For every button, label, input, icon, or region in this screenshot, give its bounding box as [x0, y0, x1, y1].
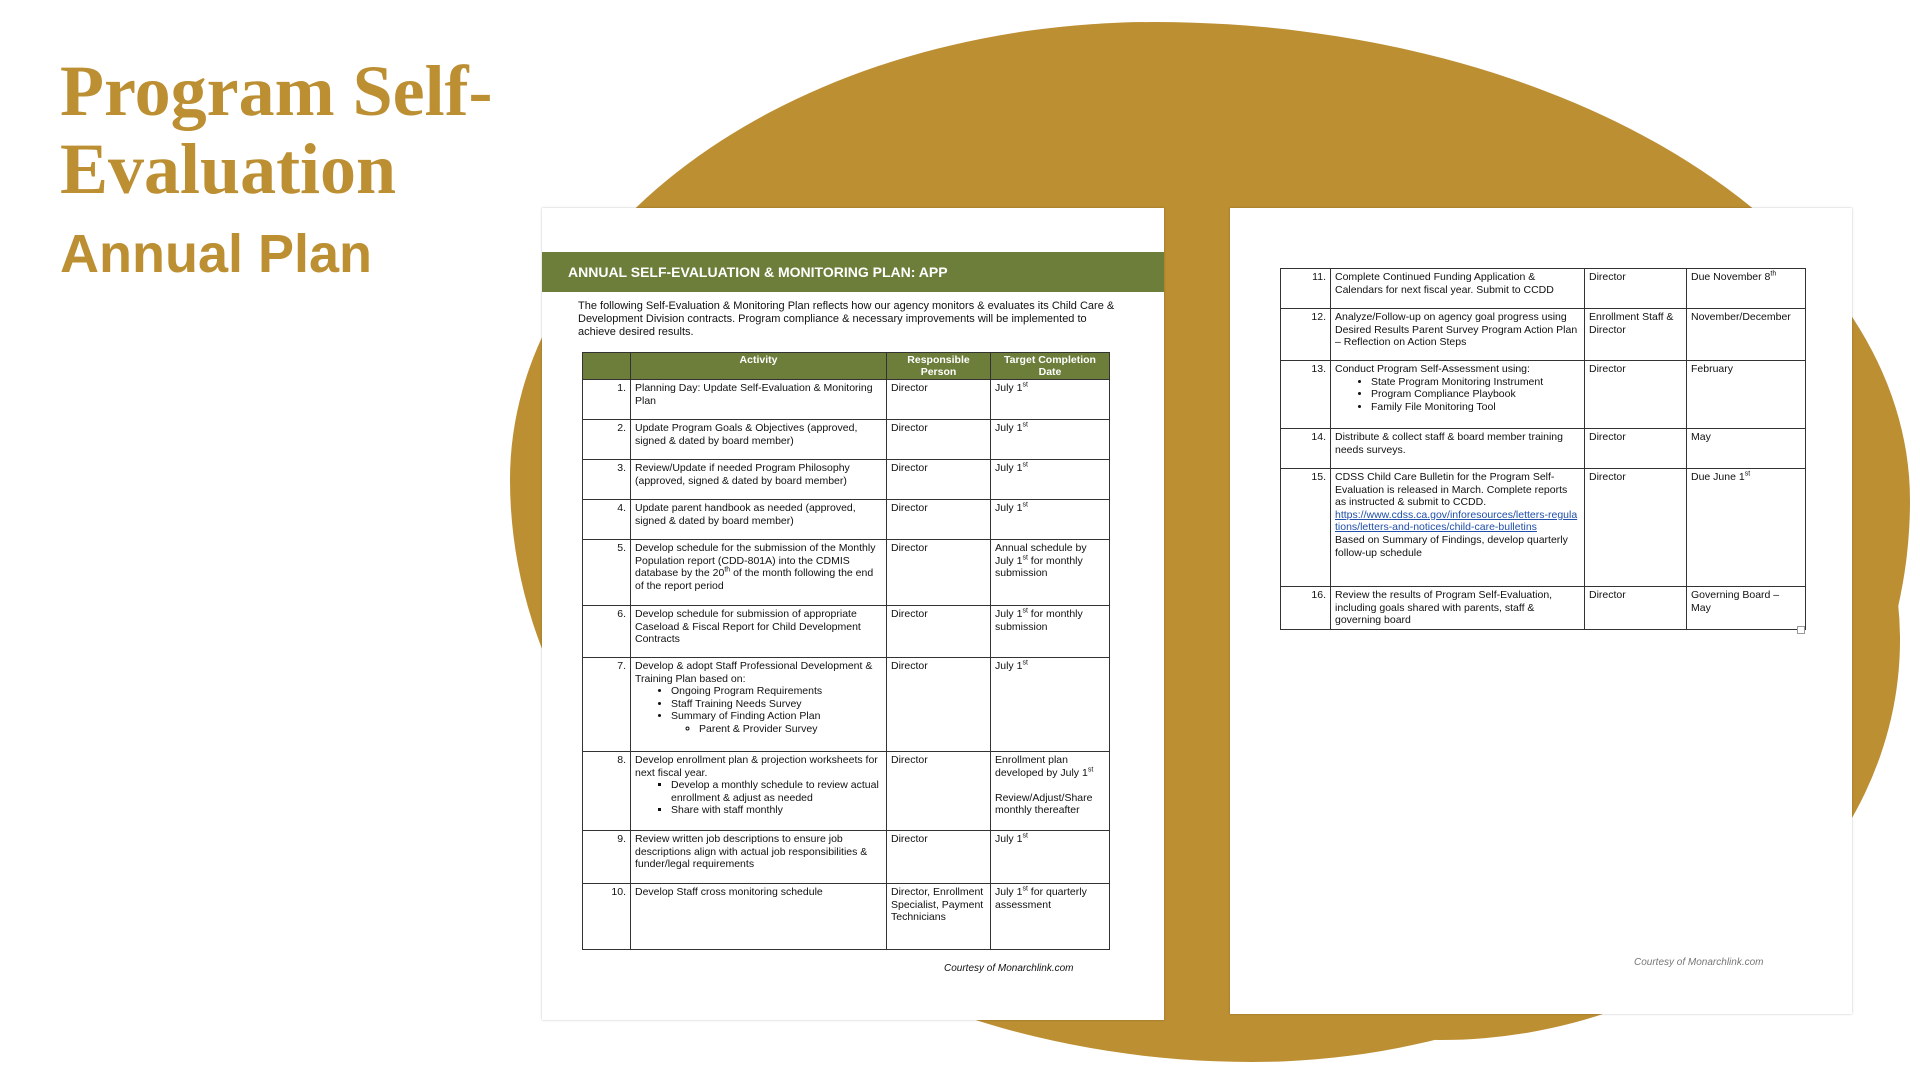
table-row: [583, 831, 1110, 884]
row-person: Director: [887, 460, 991, 500]
list-item-text: Summary of Finding Action Plan: [671, 710, 821, 723]
list-item: • Ongoing Program Requirements: [671, 685, 882, 698]
row-date-text: July 1st for monthly submission: [995, 607, 1083, 633]
header-number: [583, 353, 631, 380]
row-date: [991, 884, 1110, 950]
row-number: 5.: [583, 540, 631, 606]
row-activity: Update Program Goals & Objectives (approved, signed & dated by board member): [631, 420, 887, 460]
table-row: [583, 752, 1110, 831]
document-intro: The following Self-Evaluation & Monitoring Plan reflects how our agency monitors & evaluates its Child Care & Development Division contracts. Program compliance & necessary improvements will be implemented to achieve desired results.: [578, 300, 1115, 338]
row-number: 8.: [583, 752, 631, 831]
row-activity-text: CDSS Child Care Bulletin for the Program Self-Evaluation is released in March. Complete reports as instructed & submit to CCDD.: [1335, 471, 1568, 509]
row-number: 13.: [1281, 361, 1331, 429]
row-person: Director: [887, 540, 991, 606]
row-number: 1.: [583, 380, 631, 420]
row-activity: Complete Continued Funding Application & Calendars for next fiscal year. Submit to CCDD: [1331, 269, 1585, 309]
row-activity-text: Conduct Program Self-Assessment using:: [1335, 363, 1530, 375]
row-person: Director: [887, 831, 991, 884]
row-activity-text-2: Based on Summary of Findings, develop quarterly follow-up schedule: [1335, 533, 1568, 559]
slide-title-line2: Evaluation: [60, 129, 397, 209]
row-date: [991, 500, 1110, 540]
table-row: [1281, 429, 1806, 469]
row-date: [991, 380, 1110, 420]
list-item: • Family File Monitoring Tool: [1371, 401, 1580, 414]
slide-subtitle: Annual Plan: [60, 224, 373, 284]
row-date: [991, 420, 1110, 460]
row-date-text: July 1st: [995, 501, 1028, 514]
table-row: [1281, 361, 1806, 429]
row-date: [991, 460, 1110, 500]
row-date-text: July 1st: [995, 461, 1028, 474]
row-date: [991, 658, 1110, 752]
row-activity: [631, 752, 887, 831]
row-number: 15.: [1281, 469, 1331, 587]
row-activity: [631, 658, 887, 752]
row-number: 2.: [583, 420, 631, 460]
row-date: November/December: [1687, 309, 1806, 361]
row-number: 10.: [583, 884, 631, 950]
row-date-text: July 1st: [995, 659, 1028, 672]
row-person: Director: [1585, 469, 1687, 587]
row-date: May: [1687, 429, 1806, 469]
row-date: [1687, 269, 1806, 309]
row-date: [991, 752, 1110, 831]
slide-title: [60, 52, 493, 208]
list-item: ▪ Share with staff monthly: [671, 804, 882, 817]
table-row: [583, 884, 1110, 950]
row-person: Director: [887, 658, 991, 752]
row-date-text: Annual schedule by July 1st for monthly submission: [995, 542, 1087, 580]
row-person: Director: [1585, 269, 1687, 309]
row-number: 14.: [1281, 429, 1331, 469]
row-date-text-2: Review/Adjust/Share monthly thereafter: [995, 791, 1093, 817]
row-person: Director: [887, 420, 991, 460]
list-item: ▪ Develop a monthly schedule to review actual enrollment & adjust as needed: [671, 779, 882, 804]
row-date: [991, 606, 1110, 658]
row-activity: [1331, 469, 1585, 587]
table-header-row: [583, 353, 1110, 380]
row-date: [1687, 469, 1806, 587]
row-activity-text: Develop & adopt Staff Professional Development & Training Plan based on:: [635, 660, 873, 685]
row-person: Director: [887, 500, 991, 540]
row-activity: Planning Day: Update Self-Evaluation & Monitoring Plan: [631, 380, 887, 420]
row-date-text: Due June 1st: [1691, 470, 1751, 483]
plan-table-page-1: [582, 352, 1110, 950]
row-date: [991, 831, 1110, 884]
document-title-band: ANNUAL SELF-EVALUATION & MONITORING PLAN: APP: [542, 252, 1164, 292]
table-row: [1281, 587, 1806, 630]
table-row: [583, 460, 1110, 500]
bullet-list: [635, 685, 882, 735]
row-activity: Review/Update if needed Program Philosophy (approved, signed & dated by board member): [631, 460, 887, 500]
table-row: [1281, 469, 1806, 587]
row-person: Enrollment Staff & Director: [1585, 309, 1687, 361]
document-page-1: [542, 208, 1164, 1020]
list-item: • Program Compliance Playbook: [1371, 388, 1580, 401]
row-number: 16.: [1281, 587, 1331, 630]
row-activity: Develop schedule for submission of appropriate Caseload & Fiscal Report for Child Development Contracts: [631, 606, 887, 658]
row-date-text: Enrollment plan developed by July 1st: [995, 754, 1094, 779]
row-activity: [1331, 361, 1585, 429]
bulletin-link[interactable]: https://www.cdss.ca.gov/inforesources/letters-regulations/letters-and-notices/child-care-bulletins: [1335, 508, 1578, 534]
row-number: 7.: [583, 658, 631, 752]
row-date: [991, 540, 1110, 606]
document-page-2: [1230, 208, 1852, 1014]
table-row: [583, 420, 1110, 460]
row-number: 3.: [583, 460, 631, 500]
header-activity: Activity: [631, 353, 887, 380]
row-date-text: July 1st: [995, 381, 1028, 394]
list-item: [671, 710, 882, 735]
header-date: Target Completion Date: [991, 353, 1110, 380]
table-row: [583, 658, 1110, 752]
row-activity: Review written job descriptions to ensure job descriptions align with actual job responsibilities & funder/legal requirements: [631, 831, 887, 884]
row-activity: Analyze/Follow-up on agency goal progress using Desired Results Parent Survey Program Action Plan – Reflection on Action Steps: [1331, 309, 1585, 361]
table-row: [583, 606, 1110, 658]
row-activity: Develop Staff cross monitoring schedule: [631, 884, 887, 950]
row-date: Governing Board – May: [1687, 587, 1806, 630]
row-activity: Update parent handbook as needed (approved, signed & dated by board member): [631, 500, 887, 540]
row-activity: Distribute & collect staff & board member training needs surveys.: [1331, 429, 1585, 469]
row-activity: Review the results of Program Self-Evaluation, including goals shared with parents, staff & governing board: [1331, 587, 1585, 630]
courtesy-note: Courtesy of Monarchlink.com: [944, 963, 1074, 974]
row-number: 12.: [1281, 309, 1331, 361]
row-date-text: July 1st: [995, 832, 1028, 845]
table-row: [583, 500, 1110, 540]
resize-handle[interactable]: [1797, 626, 1805, 634]
slide-title-line1: Program Self-: [60, 51, 493, 131]
table-row: [1281, 269, 1806, 309]
header-person: Responsible Person: [887, 353, 991, 380]
row-date-text: July 1st for quarterly assessment: [995, 885, 1087, 911]
plan-table-page-2: [1280, 268, 1806, 630]
courtesy-note: Courtesy of Monarchlink.com: [1634, 957, 1764, 968]
row-number: 11.: [1281, 269, 1331, 309]
row-number: 6.: [583, 606, 631, 658]
row-person: Director: [887, 380, 991, 420]
row-number: 9.: [583, 831, 631, 884]
bullet-list: [1335, 376, 1580, 414]
row-date: February: [1687, 361, 1806, 429]
row-activity-text: Develop schedule for the submission of the Monthly Population report (CDD-801A) into the CDMIS database by the 20th of the month following the end of the report period: [635, 542, 876, 592]
list-item: • State Program Monitoring Instrument: [1371, 376, 1580, 389]
row-person: Director, Enrollment Specialist, Payment Technicians: [887, 884, 991, 950]
row-number: 4.: [583, 500, 631, 540]
row-date-text: Due November 8th: [1691, 270, 1777, 283]
table-row: [1281, 309, 1806, 361]
row-activity-text: Develop enrollment plan & projection worksheets for next fiscal year.: [635, 754, 878, 779]
sub-bullet-list: [671, 723, 882, 736]
table-row: [583, 540, 1110, 606]
row-person: Director: [887, 752, 991, 831]
table-row: [583, 380, 1110, 420]
row-person: Director: [1585, 587, 1687, 630]
row-activity: [631, 540, 887, 606]
list-item: • Staff Training Needs Survey: [671, 698, 882, 711]
bullet-list: [635, 779, 882, 817]
row-date-text: July 1st: [995, 421, 1028, 434]
row-person: Director: [1585, 429, 1687, 469]
row-person: Director: [887, 606, 991, 658]
row-person: Director: [1585, 361, 1687, 429]
list-item: ◦ Parent & Provider Survey: [699, 723, 882, 736]
